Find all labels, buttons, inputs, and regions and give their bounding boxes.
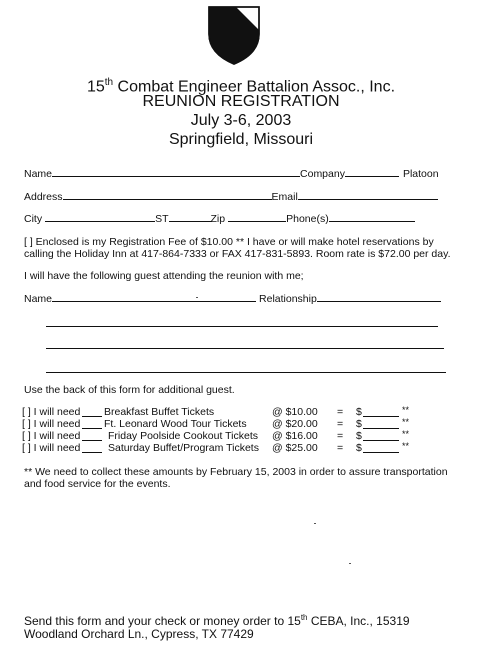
zip-field[interactable] bbox=[228, 211, 286, 222]
reunion-dates: July 3-6, 2003 bbox=[190, 112, 292, 129]
phone-label: Phone(s) bbox=[286, 213, 329, 225]
st-label: ST bbox=[155, 213, 169, 225]
order-prefix[interactable]: [ ] I will need bbox=[22, 430, 81, 442]
address-label: Address bbox=[24, 191, 63, 203]
ticket-price: @ $10.00 bbox=[272, 406, 318, 418]
ticket-item: Saturday Buffet/Program Tickets bbox=[108, 442, 259, 454]
footnote-marker: ** bbox=[402, 417, 410, 427]
ticket-price: @ $25.00 bbox=[272, 442, 318, 454]
city-label: City bbox=[24, 213, 43, 225]
ticket-price: @ $20.00 bbox=[272, 418, 318, 430]
amount-field[interactable] bbox=[363, 442, 399, 453]
mailing-instructions: Send this form and your check or money order to 15th CEBA, Inc., 15319 bbox=[24, 613, 410, 628]
equals-sign: = bbox=[337, 406, 344, 418]
amount-field[interactable] bbox=[363, 406, 399, 417]
order-prefix[interactable]: [ ] I will need bbox=[22, 442, 81, 454]
st-field[interactable] bbox=[169, 211, 211, 222]
email-label: Email bbox=[271, 191, 298, 203]
city-field[interactable] bbox=[45, 211, 155, 222]
ticket-item: Friday Poolside Cookout Tickets bbox=[108, 430, 258, 442]
equals-sign: = bbox=[337, 442, 344, 454]
quantity-field[interactable] bbox=[82, 442, 102, 453]
dollar-sign: $ bbox=[356, 430, 362, 442]
footnote-marker: ** bbox=[402, 441, 410, 451]
order-prefix[interactable]: [ ] I will need bbox=[22, 418, 81, 430]
address-row bbox=[24, 189, 438, 203]
equals-sign: = bbox=[337, 418, 344, 430]
deadline-note: ** We need to collect these amounts by February 15, 2003 in order to assure transportation and food service for the events. bbox=[24, 466, 448, 490]
name-field[interactable] bbox=[52, 166, 300, 177]
amount-field[interactable] bbox=[363, 430, 399, 441]
relationship-label: Relationship bbox=[259, 293, 317, 305]
ticket-price: @ $16.00 bbox=[272, 430, 318, 442]
mailing-address: Woodland Orchard Ln., Cypress, TX 77429 bbox=[24, 627, 254, 641]
registration-fee-text: [ ] Enclosed is my Registration Fee of $10.00 ** I have or will make hotel reservations by calling the Holiday Inn at 417-864-7333 or FAX 417-831-5893. Room rate is $72.00 per day. bbox=[24, 236, 451, 260]
form-title: REUNION REGISTRATION bbox=[142, 93, 340, 110]
company-label: Company bbox=[300, 168, 345, 180]
scan-speck bbox=[314, 523, 316, 524]
footnote-marker: ** bbox=[402, 429, 410, 439]
order-prefix[interactable]: [ ] I will need bbox=[22, 406, 81, 418]
platoon-label: Platoon bbox=[402, 168, 439, 180]
guest-blank-line[interactable] bbox=[46, 326, 438, 327]
scan-speck bbox=[349, 563, 351, 564]
footnote-marker: ** bbox=[402, 405, 410, 415]
guest-name-label: Name bbox=[24, 293, 53, 305]
dollar-sign: $ bbox=[356, 406, 362, 418]
name-label: Name bbox=[24, 168, 53, 180]
guest-blank-line[interactable] bbox=[46, 372, 446, 373]
additional-guest-note: Use the back of this form for additional guest. bbox=[24, 384, 235, 396]
dollar-sign: $ bbox=[356, 442, 362, 454]
guest-name-field[interactable] bbox=[52, 291, 256, 302]
name-row bbox=[24, 166, 439, 180]
email-field[interactable] bbox=[298, 189, 438, 200]
ticket-item: Ft. Leonard Wood Tour Tickets bbox=[104, 418, 247, 430]
battalion-shield-icon bbox=[206, 4, 262, 66]
quantity-field[interactable] bbox=[82, 418, 102, 429]
dollar-sign: $ bbox=[356, 418, 362, 430]
guest-blank-line[interactable] bbox=[46, 348, 444, 349]
address-field[interactable] bbox=[63, 189, 272, 200]
reunion-location: Springfield, Missouri bbox=[168, 131, 314, 148]
zip-label: Zip bbox=[210, 213, 226, 225]
guest-row bbox=[24, 291, 441, 305]
quantity-field[interactable] bbox=[82, 430, 102, 441]
quantity-field[interactable] bbox=[82, 406, 102, 417]
guest-intro-text: I will have the following guest attending the reunion with me; bbox=[24, 270, 304, 282]
city-row bbox=[24, 211, 415, 225]
company-field[interactable] bbox=[345, 166, 399, 177]
equals-sign: = bbox=[337, 430, 344, 442]
ticket-item: Breakfast Buffet Tickets bbox=[104, 406, 215, 418]
phone-field[interactable] bbox=[329, 211, 415, 222]
relationship-field[interactable] bbox=[317, 291, 441, 302]
scan-speck bbox=[196, 297, 198, 298]
organization-title: 15th Combat Engineer Battalion Assoc., Inc. bbox=[86, 77, 396, 96]
amount-field[interactable] bbox=[363, 418, 399, 429]
